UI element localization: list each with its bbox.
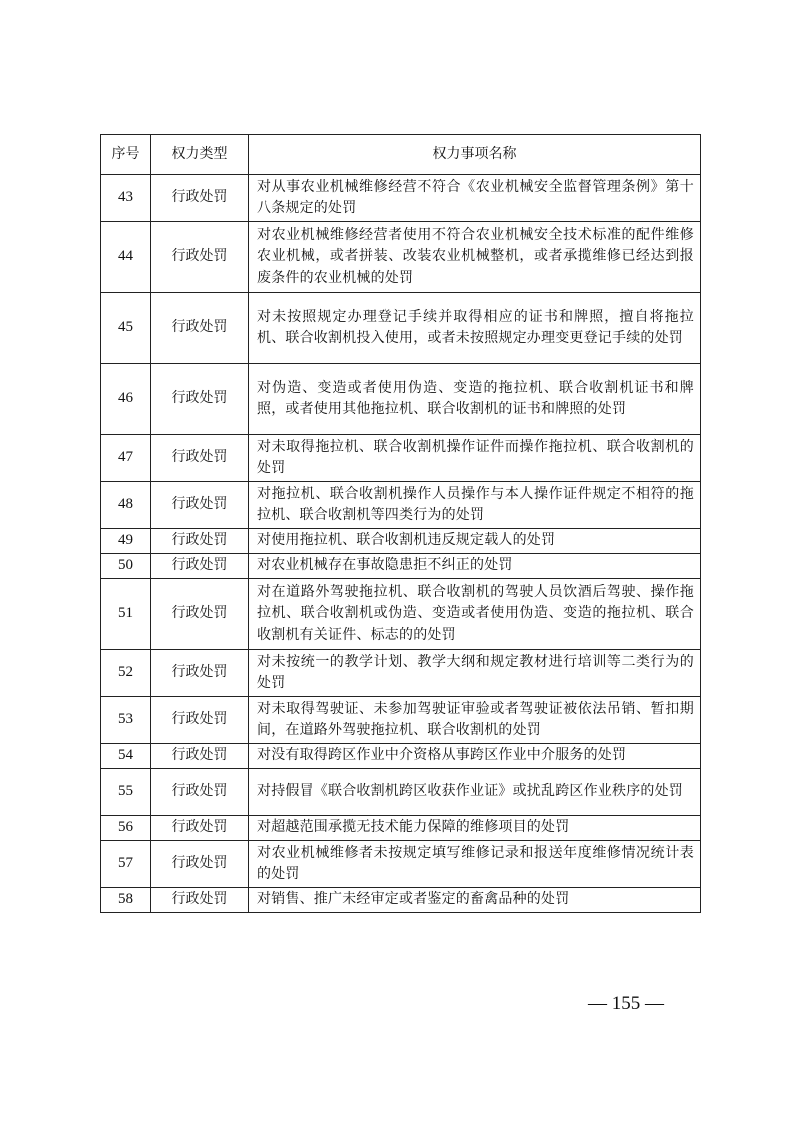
row-serial-number: 46	[101, 364, 151, 435]
row-power-type: 行政处罚	[151, 435, 249, 482]
row-power-item-name: 对伪造、变造或者使用伪造、变造的拖拉机、联合收割机证书和牌照，或者使用其他拖拉机、联合收割机的证书和牌照的处罚	[249, 364, 701, 435]
table-row	[101, 769, 701, 816]
row-power-item-name: 对没有取得跨区作业中介资格从事跨区作业中介服务的处罚	[249, 744, 701, 769]
table-row	[101, 175, 701, 222]
table-row	[101, 364, 701, 435]
table-row	[101, 554, 701, 579]
table-row	[101, 529, 701, 554]
table-row	[101, 697, 701, 744]
row-serial-number: 48	[101, 482, 151, 529]
row-power-item-name: 对从事农业机械维修经营不符合《农业机械安全监督管理条例》第十八条规定的处罚	[249, 175, 701, 222]
row-power-type: 行政处罚	[151, 744, 249, 769]
row-serial-number: 51	[101, 579, 151, 650]
header-power-item-name: 权力事项名称	[249, 135, 701, 175]
table-row	[101, 841, 701, 888]
row-power-item-name: 对持假冒《联合收割机跨区收获作业证》或扰乱跨区作业秩序的处罚	[249, 769, 701, 816]
row-power-type: 行政处罚	[151, 841, 249, 888]
row-power-item-name: 对农业机械维修者未按规定填写维修记录和报送年度维修情况统计表的处罚	[249, 841, 701, 888]
row-serial-number: 44	[101, 222, 151, 293]
row-power-type: 行政处罚	[151, 769, 249, 816]
row-power-item-name: 对超越范围承揽无技术能力保障的维修项目的处罚	[249, 816, 701, 841]
header-serial-number: 序号	[101, 135, 151, 175]
table-row	[101, 816, 701, 841]
row-power-type: 行政处罚	[151, 364, 249, 435]
row-power-item-name: 对农业机械存在事故隐患拒不纠正的处罚	[249, 554, 701, 579]
row-power-type: 行政处罚	[151, 554, 249, 579]
row-power-item-name: 对拖拉机、联合收割机操作人员操作与本人操作证件规定不相符的拖拉机、联合收割机等四类行为的处罚	[249, 482, 701, 529]
row-power-type: 行政处罚	[151, 293, 249, 364]
row-power-item-name: 对在道路外驾驶拖拉机、联合收割机的驾驶人员饮酒后驾驶、操作拖拉机、联合收割机或伪造、变造或者使用伪造、变造的拖拉机、联合收割机有关证件、标志的的处罚	[249, 579, 701, 650]
row-serial-number: 57	[101, 841, 151, 888]
row-power-type: 行政处罚	[151, 697, 249, 744]
row-serial-number: 47	[101, 435, 151, 482]
page-number: — 155 —	[588, 993, 664, 1014]
row-power-item-name: 对未取得拖拉机、联合收割机操作证件而操作拖拉机、联合收割机的处罚	[249, 435, 701, 482]
row-power-type: 行政处罚	[151, 888, 249, 913]
header-power-type: 权力类型	[151, 135, 249, 175]
row-serial-number: 58	[101, 888, 151, 913]
row-power-type: 行政处罚	[151, 650, 249, 697]
row-serial-number: 54	[101, 744, 151, 769]
row-serial-number: 49	[101, 529, 151, 554]
row-power-type: 行政处罚	[151, 482, 249, 529]
row-power-type: 行政处罚	[151, 175, 249, 222]
table-row	[101, 888, 701, 913]
row-serial-number: 45	[101, 293, 151, 364]
table-row	[101, 293, 701, 364]
row-power-type: 行政处罚	[151, 529, 249, 554]
row-power-item-name: 对农业机械维修经营者使用不符合农业机械安全技术标准的配件维修农业机械，或者拼装、改装农业机械整机，或者承揽维修已经达到报废条件的农业机械的处罚	[249, 222, 701, 293]
table-header-row	[101, 135, 701, 175]
table-row	[101, 482, 701, 529]
table-row	[101, 579, 701, 650]
row-power-type: 行政处罚	[151, 816, 249, 841]
row-serial-number: 56	[101, 816, 151, 841]
row-power-item-name: 对未按统一的教学计划、教学大纲和规定教材进行培训等二类行为的处罚	[249, 650, 701, 697]
table-row	[101, 435, 701, 482]
row-power-item-name: 对未取得驾驶证、未参加驾驶证审验或者驾驶证被依法吊销、暂扣期间，在道路外驾驶拖拉机、联合收割机的处罚	[249, 697, 701, 744]
table-body	[101, 175, 701, 913]
rights-table	[100, 134, 701, 913]
row-serial-number: 53	[101, 697, 151, 744]
row-power-type: 行政处罚	[151, 222, 249, 293]
row-power-item-name: 对未按照规定办理登记手续并取得相应的证书和牌照，擅自将拖拉机、联合收割机投入使用，或者未按照规定办理变更登记手续的处罚	[249, 293, 701, 364]
row-serial-number: 52	[101, 650, 151, 697]
row-power-item-name: 对销售、推广未经审定或者鉴定的畜禽品种的处罚	[249, 888, 701, 913]
row-serial-number: 50	[101, 554, 151, 579]
row-serial-number: 43	[101, 175, 151, 222]
row-serial-number: 55	[101, 769, 151, 816]
table-row	[101, 650, 701, 697]
table-row	[101, 222, 701, 293]
row-power-item-name: 对使用拖拉机、联合收割机违反规定载人的处罚	[249, 529, 701, 554]
row-power-type: 行政处罚	[151, 579, 249, 650]
table-row	[101, 744, 701, 769]
